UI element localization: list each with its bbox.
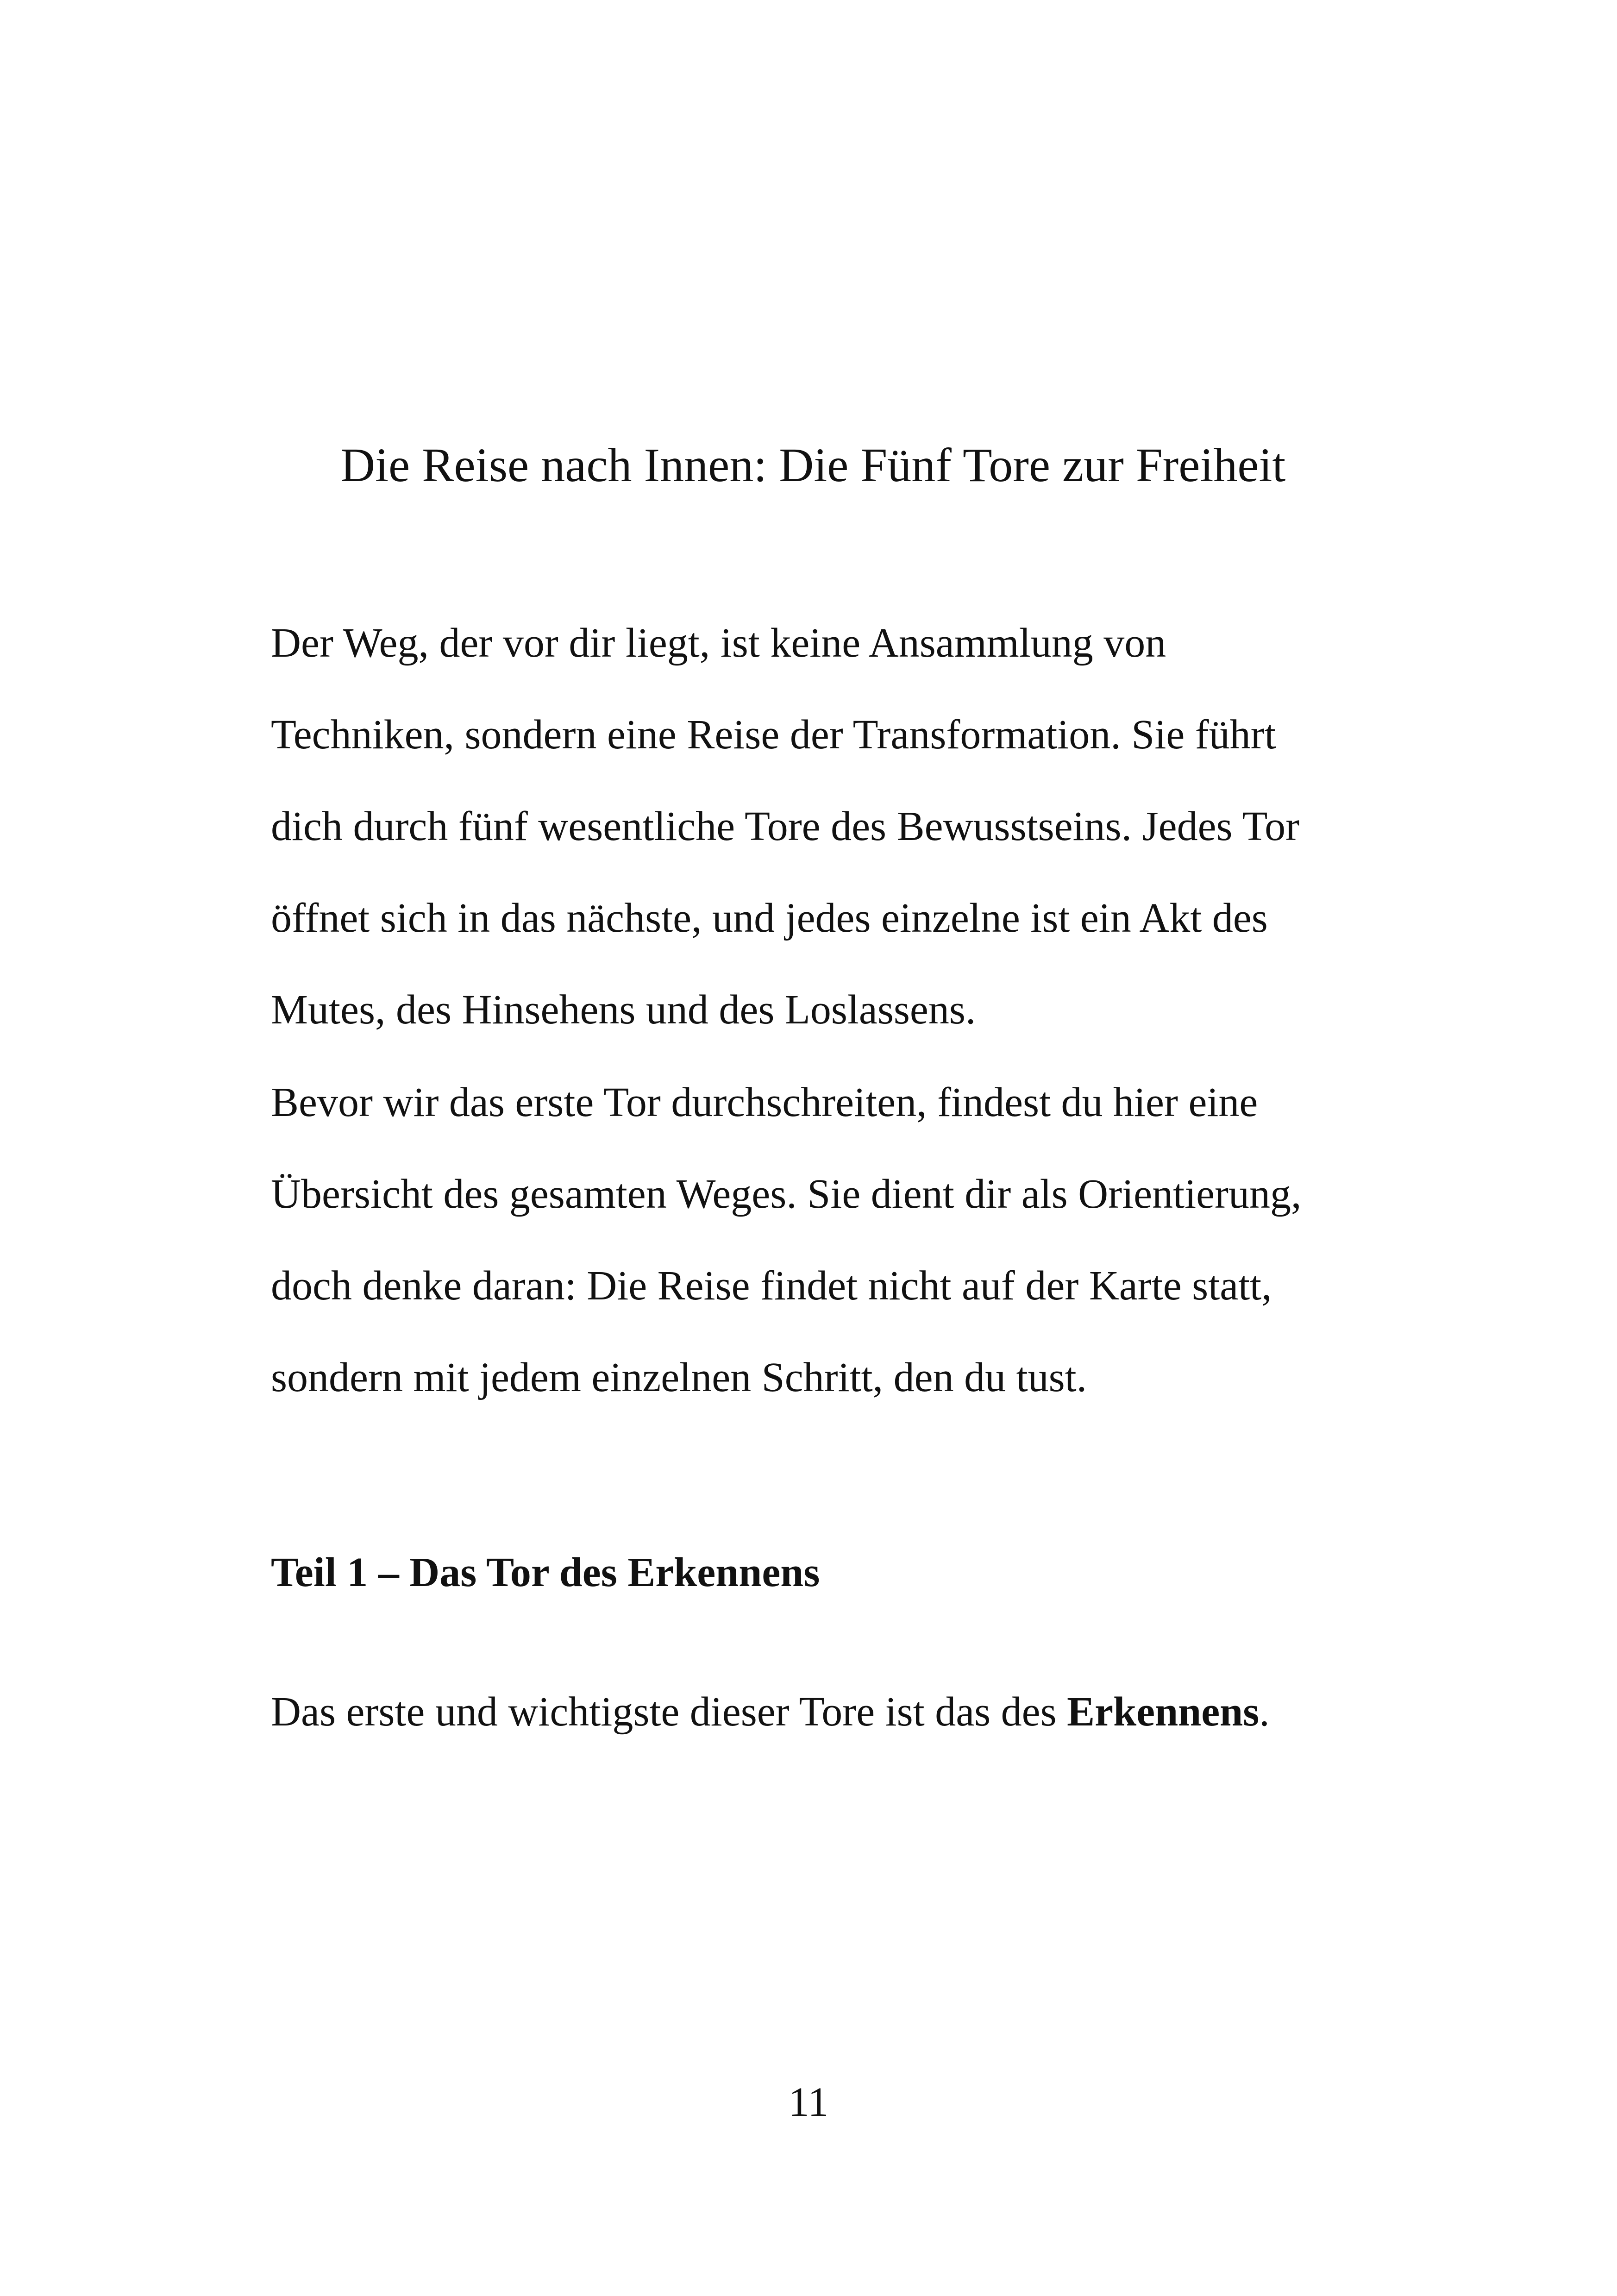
emphasis-text: Erkennens xyxy=(1067,1689,1260,1735)
chapter-title: Die Reise nach Innen: Die Fünf Tore zur Freiheit xyxy=(340,439,1286,492)
paragraph-line: Techniken, sondern eine Reise der Transformation. Sie führt xyxy=(271,712,1276,758)
paragraph-line: Übersicht des gesamten Weges. Sie dient dir als Orientierung, xyxy=(271,1171,1302,1217)
paragraph-overview xyxy=(271,1057,1382,1424)
paragraph-line: Bevor wir das erste Tor durchschreiten, findest du hier eine xyxy=(271,1079,1258,1125)
paragraph-text: Das erste und wichtigste dieser Tore ist das des xyxy=(271,1689,1067,1735)
paragraph-line: Mutes, des Hinsehens und des Loslassens. xyxy=(271,987,976,1033)
paragraph-punctuation: . xyxy=(1259,1689,1270,1735)
paragraph-line: öffnet sich in das nächste, und jedes einzelne ist ein Akt des xyxy=(271,895,1268,941)
paragraph-line: doch denke daran: Die Reise findet nicht auf der Karte statt, xyxy=(271,1263,1272,1309)
paragraph-line: Der Weg, der vor dir liegt, ist keine Ansammlung von xyxy=(271,620,1166,666)
page-number: 11 xyxy=(788,2079,829,2125)
paragraph-first-gate xyxy=(271,1666,1382,1758)
section-heading: Teil 1 – Das Tor des Erkennens xyxy=(271,1549,820,1595)
paragraph-intro xyxy=(271,597,1382,1056)
paragraph-line: sondern mit jedem einzelnen Schritt, den du tust. xyxy=(271,1355,1087,1400)
paragraph-line: dich durch fünf wesentliche Tore des Bewusstseins. Jedes Tor xyxy=(271,803,1300,849)
